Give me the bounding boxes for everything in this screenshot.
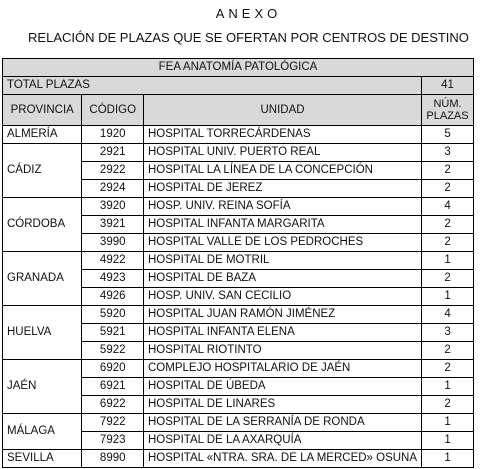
cell-codigo: 4922 bbox=[82, 252, 144, 270]
cell-codigo: 5922 bbox=[82, 342, 144, 360]
cell-unidad: HOSPITAL VALLE DE LOS PEDROCHES bbox=[144, 234, 422, 252]
cell-codigo: 5920 bbox=[82, 306, 144, 324]
cell-unidad: HOSP. UNIV. SAN CECILIO bbox=[144, 288, 422, 306]
cell-plazas: 2 bbox=[422, 360, 474, 378]
cell-provincia: MÁLAGA bbox=[3, 414, 82, 450]
cell-plazas: 1 bbox=[422, 450, 474, 468]
cell-plazas: 2 bbox=[422, 216, 474, 234]
num-line1: NÚM. bbox=[433, 98, 462, 110]
cell-plazas: 5 bbox=[422, 126, 474, 144]
cell-plazas: 2 bbox=[422, 162, 474, 180]
cell-codigo: 7923 bbox=[82, 432, 144, 450]
total-label: TOTAL PLAZAS bbox=[3, 77, 422, 95]
cell-plazas: 1 bbox=[422, 288, 474, 306]
cell-codigo: 3920 bbox=[82, 198, 144, 216]
cell-unidad: HOSPITAL DE JEREZ bbox=[144, 180, 422, 198]
cell-plazas: 1 bbox=[422, 414, 474, 432]
cell-plazas: 3 bbox=[422, 144, 474, 162]
column-header-unidad: UNIDAD bbox=[144, 95, 422, 126]
table-row bbox=[3, 144, 474, 162]
cell-codigo: 4923 bbox=[82, 270, 144, 288]
plazas-table bbox=[2, 58, 474, 468]
cell-unidad: HOSPITAL JUAN RAMÓN JIMÉNEZ bbox=[144, 306, 422, 324]
cell-provincia: SEVILLA bbox=[3, 450, 82, 468]
cell-provincia: CÁDIZ bbox=[3, 144, 82, 198]
cell-unidad: COMPLEJO HOSPITALARIO DE JAÉN bbox=[144, 360, 422, 378]
cell-codigo: 8990 bbox=[82, 450, 144, 468]
cell-unidad: HOSPITAL TORRECÁRDENAS bbox=[144, 126, 422, 144]
cell-plazas: 2 bbox=[422, 396, 474, 414]
column-header-num-plazas bbox=[422, 95, 474, 126]
cell-codigo: 3990 bbox=[82, 234, 144, 252]
cell-codigo: 3921 bbox=[82, 216, 144, 234]
cell-plazas: 4 bbox=[422, 198, 474, 216]
cell-codigo: 7922 bbox=[82, 414, 144, 432]
cell-codigo: 2924 bbox=[82, 180, 144, 198]
cell-codigo: 2922 bbox=[82, 162, 144, 180]
cell-unidad: HOSPITAL «NTRA. SRA. DE LA MERCED» OSUNA bbox=[144, 450, 422, 468]
column-header-codigo: CÓDIGO bbox=[82, 95, 144, 126]
table-row bbox=[3, 360, 474, 378]
cell-provincia: ALMERÍA bbox=[3, 126, 82, 144]
num-line2: PLAZAS bbox=[426, 110, 469, 122]
cell-unidad: HOSPITAL DE BAZA bbox=[144, 270, 422, 288]
cell-codigo: 5921 bbox=[82, 324, 144, 342]
cell-unidad: HOSP. UNIV. REINA SOFÍA bbox=[144, 198, 422, 216]
document-subtitle: RELACIÓN DE PLAZAS QUE SE OFERTAN POR CENTROS DE DESTINO bbox=[28, 30, 469, 45]
cell-plazas: 2 bbox=[422, 180, 474, 198]
cell-codigo: 2921 bbox=[82, 144, 144, 162]
cell-codigo: 6921 bbox=[82, 378, 144, 396]
cell-unidad: HOSPITAL DE LA AXARQUÍA bbox=[144, 432, 422, 450]
cell-codigo: 1920 bbox=[82, 126, 144, 144]
cell-plazas: 2 bbox=[422, 270, 474, 288]
cell-plazas: 1 bbox=[422, 378, 474, 396]
cell-plazas: 3 bbox=[422, 324, 474, 342]
cell-plazas: 4 bbox=[422, 306, 474, 324]
cell-unidad: HOSPITAL DE LINARES bbox=[144, 396, 422, 414]
cell-codigo: 6920 bbox=[82, 360, 144, 378]
table-row bbox=[3, 414, 474, 432]
cell-plazas: 2 bbox=[422, 342, 474, 360]
cell-provincia: CÓRDOBA bbox=[3, 198, 82, 252]
cell-provincia: GRANADA bbox=[3, 252, 82, 306]
cell-unidad: HOSPITAL DE ÚBEDA bbox=[144, 378, 422, 396]
cell-provincia: HUELVA bbox=[3, 306, 82, 360]
specialty-header: FEA ANATOMÍA PATOLÓGICA bbox=[3, 59, 474, 77]
cell-unidad: HOSPITAL INFANTA MARGARITA bbox=[144, 216, 422, 234]
cell-plazas: 1 bbox=[422, 252, 474, 270]
cell-codigo: 4926 bbox=[82, 288, 144, 306]
table-row bbox=[3, 198, 474, 216]
table-row bbox=[3, 126, 474, 144]
cell-unidad: HOSPITAL INFANTA ELENA bbox=[144, 324, 422, 342]
cell-unidad: HOSPITAL RIOTINTO bbox=[144, 342, 422, 360]
cell-plazas: 2 bbox=[422, 234, 474, 252]
cell-plazas: 1 bbox=[422, 432, 474, 450]
cell-provincia: JAÉN bbox=[3, 360, 82, 414]
table-row bbox=[3, 252, 474, 270]
table-row bbox=[3, 306, 474, 324]
total-value: 41 bbox=[422, 77, 474, 95]
table-row bbox=[3, 450, 474, 468]
cell-unidad: HOSPITAL DE LA SERRANÍA DE RONDA bbox=[144, 414, 422, 432]
cell-codigo: 6922 bbox=[82, 396, 144, 414]
cell-unidad: HOSPITAL UNIV. PUERTO REAL bbox=[144, 144, 422, 162]
annex-title: ANEXO bbox=[215, 6, 282, 21]
column-header-provincia: PROVINCIA bbox=[3, 95, 82, 126]
cell-unidad: HOSPITAL LA LÍNEA DE LA CONCEPCIÓN bbox=[144, 162, 422, 180]
cell-unidad: HOSPITAL DE MOTRIL bbox=[144, 252, 422, 270]
